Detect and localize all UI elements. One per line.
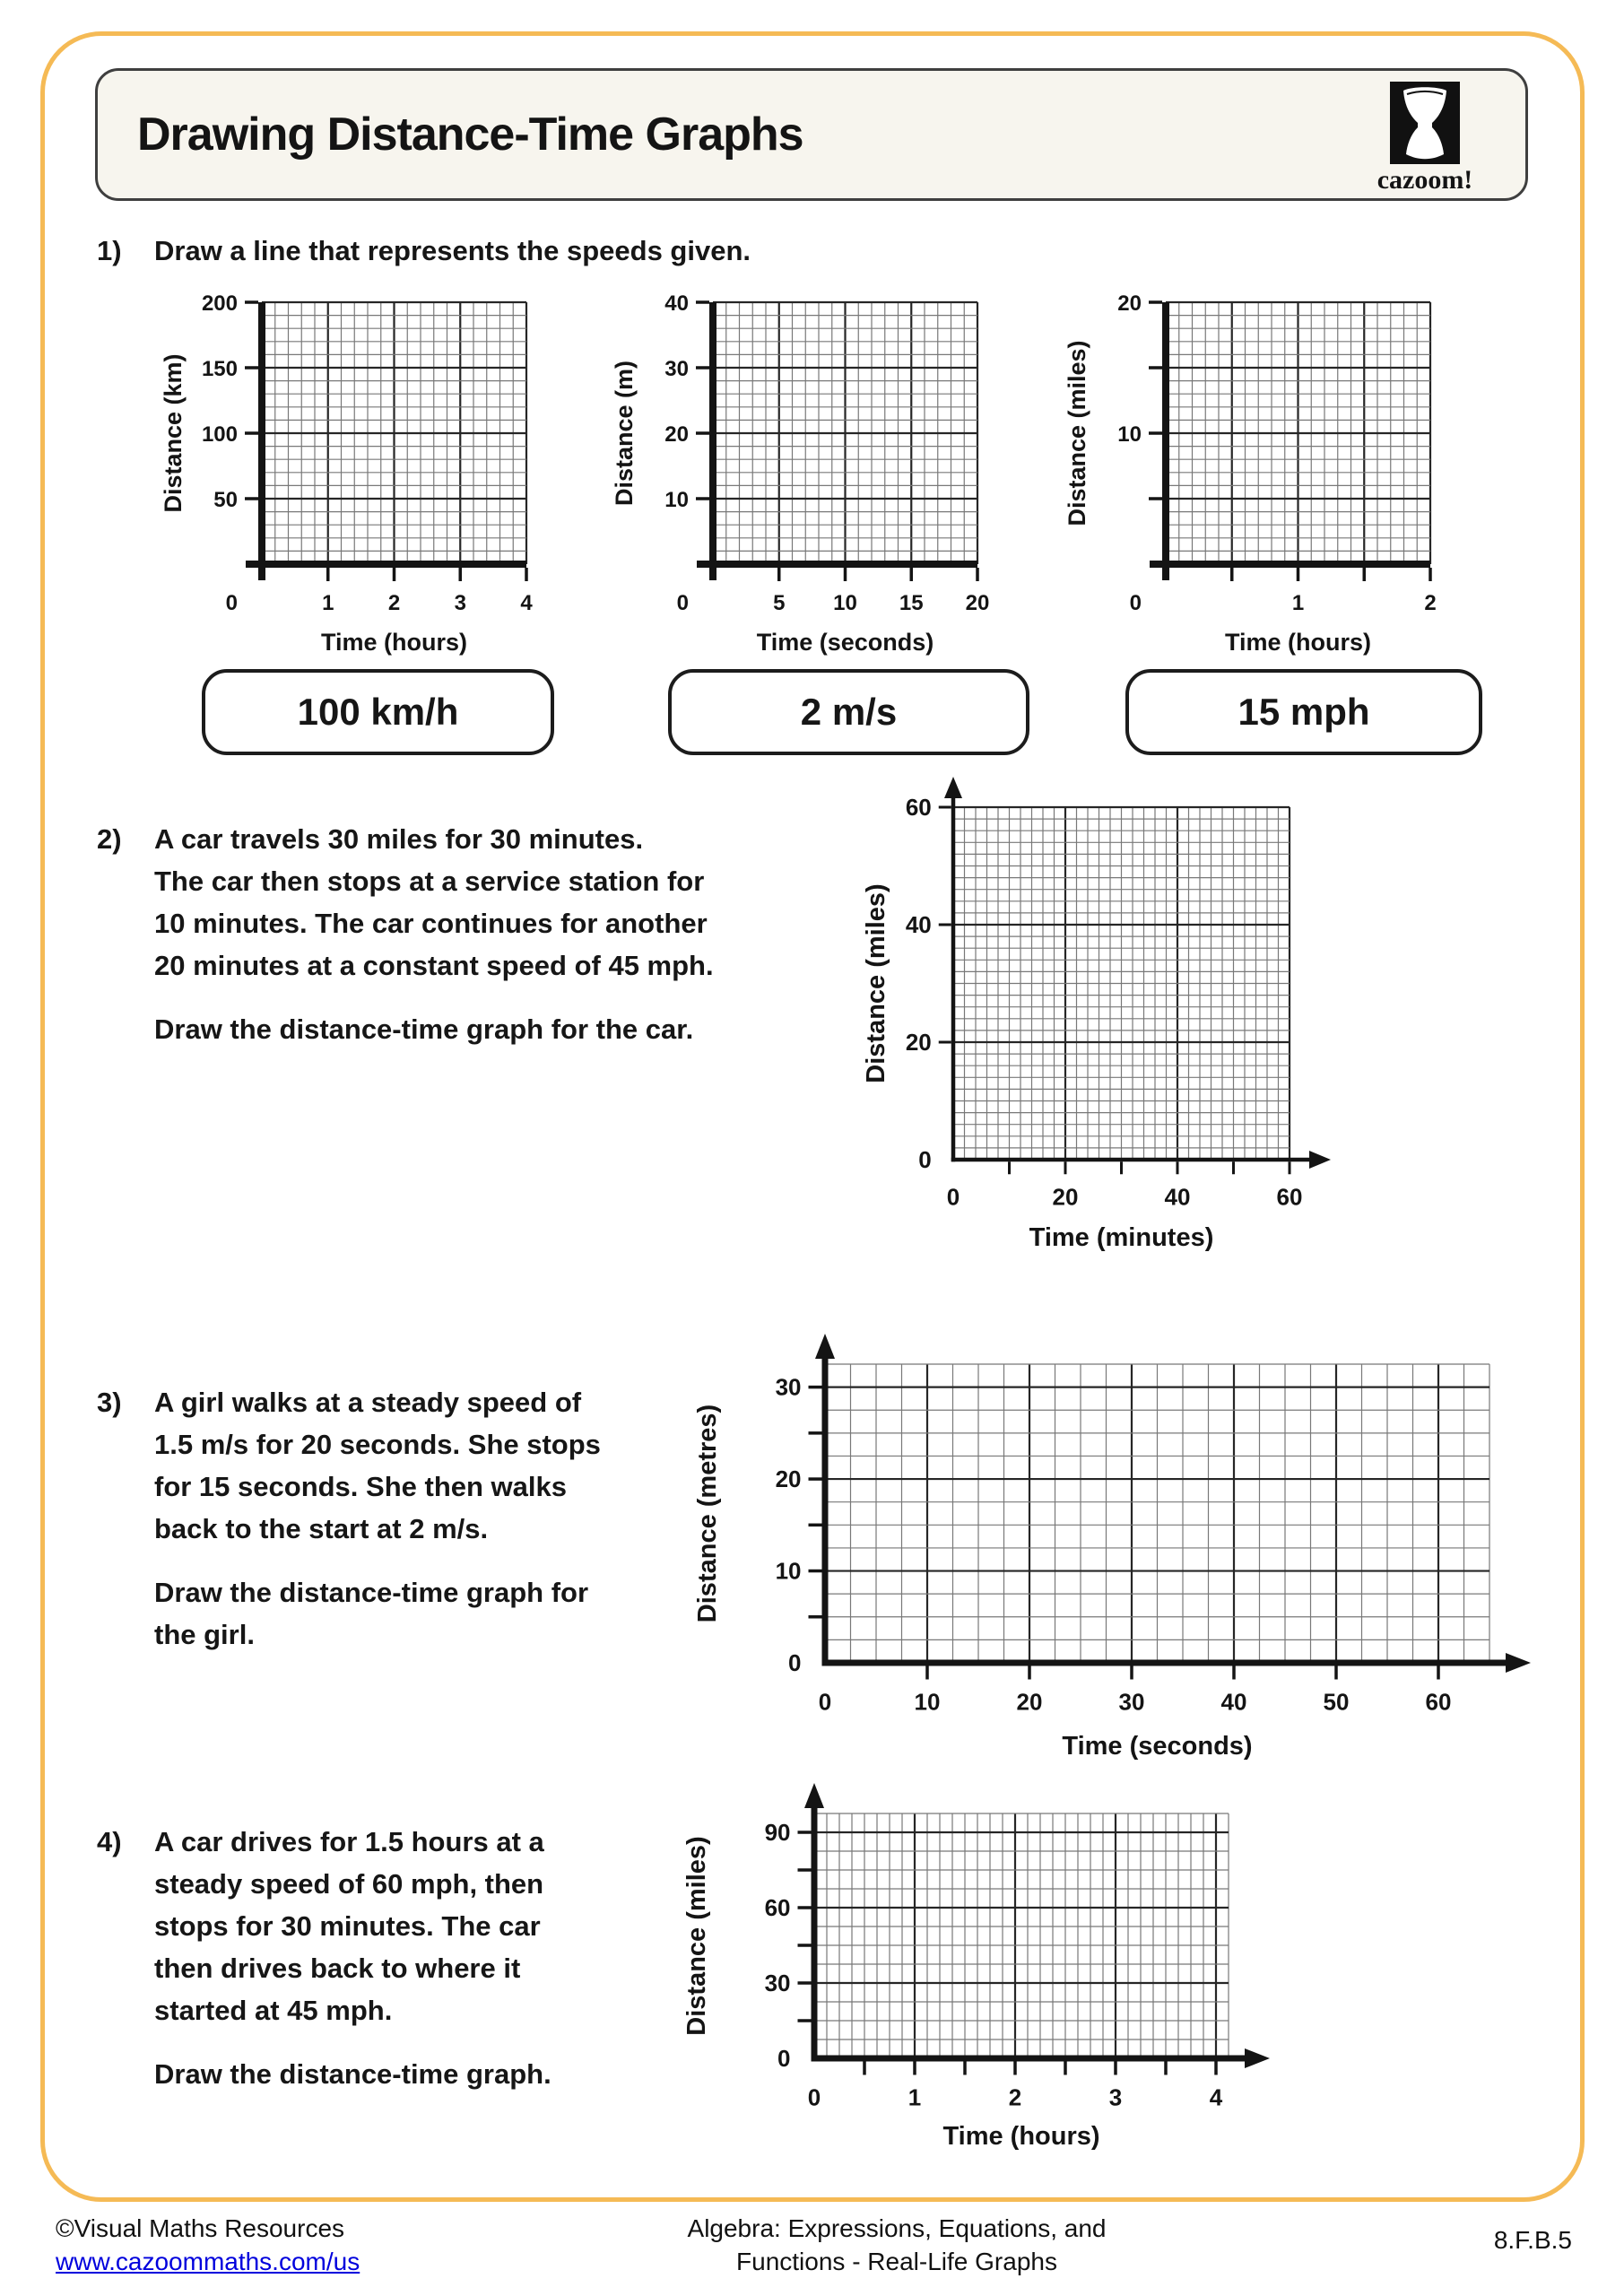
- chart-q1b: [560, 288, 990, 665]
- svg-text:0: 0: [788, 1649, 802, 1676]
- question-2: [97, 818, 805, 1050]
- x-axis-label: Time (seconds): [756, 629, 934, 656]
- svg-text:15: 15: [899, 591, 924, 615]
- svg-text:30: 30: [664, 357, 689, 381]
- svg-text:5: 5: [773, 591, 786, 615]
- page-title: Drawing Distance-Time Graphs: [137, 109, 803, 161]
- website-link[interactable]: www.cazoommaths.com/us: [56, 2248, 360, 2275]
- topic-line: Functions - Real-Life Graphs: [736, 2248, 1057, 2275]
- svg-text:40: 40: [1220, 1688, 1247, 1716]
- svg-text:0: 0: [1129, 591, 1142, 615]
- svg-text:2: 2: [1008, 2083, 1022, 2111]
- question-3-line: A girl walks at a steady speed of: [154, 1387, 582, 1418]
- svg-text:0: 0: [918, 1146, 932, 1173]
- x-axis-label: Time (minutes): [1029, 1223, 1214, 1252]
- question-2-number: 2): [97, 823, 122, 855]
- svg-text:2: 2: [387, 591, 401, 615]
- svg-text:40: 40: [664, 291, 689, 316]
- svg-text:0: 0: [676, 591, 689, 615]
- speed-card-100kmh: [202, 669, 554, 755]
- svg-text:20: 20: [775, 1465, 802, 1493]
- svg-text:4: 4: [1209, 2083, 1223, 2111]
- svg-text:60: 60: [905, 794, 932, 821]
- speed-card-15mph: [1125, 669, 1482, 755]
- question-3-instruction: the girl.: [154, 1619, 255, 1650]
- ticks: [245, 302, 526, 581]
- y-axis-label: Distance (miles): [1064, 340, 1090, 526]
- svg-text:50: 50: [213, 488, 238, 512]
- chart-q3: [682, 1309, 1561, 1769]
- question-4-line: started at 45 mph.: [154, 1995, 393, 2026]
- topic-line: Algebra: Expressions, Equations, and: [687, 2214, 1107, 2242]
- svg-text:0: 0: [818, 1688, 832, 1716]
- header: [95, 68, 1528, 201]
- question-4-instruction: Draw the distance-time graph.: [154, 2058, 551, 2090]
- x-axis-label: Time (hours): [942, 2122, 1100, 2151]
- standard-code: 8.F.B.5: [1493, 2226, 1572, 2254]
- grid: [713, 302, 977, 564]
- grid: [825, 1364, 1489, 1663]
- y-axis-arrow: [804, 1783, 824, 1808]
- grid: [814, 1813, 1229, 2058]
- question-3-line: for 15 seconds. She then walks: [154, 1471, 567, 1502]
- logo-text: cazoom!: [1376, 165, 1473, 195]
- grid: [1166, 302, 1430, 564]
- footer-left: [56, 2212, 360, 2278]
- grid: [953, 807, 1290, 1160]
- y-axis-label: Distance (m): [611, 360, 638, 507]
- axes: [815, 1334, 1531, 1673]
- y-axis-arrow: [944, 777, 962, 798]
- svg-text:3: 3: [454, 591, 466, 615]
- y-axis-label: Distance (miles): [682, 1836, 711, 2036]
- chart-q1c: [1013, 288, 1443, 665]
- chart-q4: [671, 1758, 1297, 2159]
- svg-text:40: 40: [905, 911, 932, 938]
- svg-text:90: 90: [764, 1819, 791, 1846]
- question-3-number: 3): [97, 1387, 122, 1418]
- question-4-line: stops for 30 minutes. The car: [154, 1910, 541, 1942]
- speed-label: 15 mph: [1238, 691, 1370, 733]
- svg-text:20: 20: [1052, 1183, 1079, 1211]
- copyright-text: ©Visual Maths Resources: [56, 2214, 345, 2242]
- ticks: [939, 807, 1290, 1174]
- svg-text:200: 200: [201, 291, 238, 316]
- svg-text:2: 2: [1424, 591, 1437, 615]
- grid: [262, 302, 526, 564]
- question-3: [97, 1381, 707, 1656]
- x-axis-label: Time (seconds): [1062, 1732, 1253, 1761]
- question-1-prompt: Draw a line that represents the speeds given.: [154, 235, 751, 266]
- svg-text:150: 150: [201, 357, 238, 381]
- chart-q1a: [109, 288, 539, 665]
- question-2-instruction: Draw the distance-time graph for the car.: [154, 1013, 694, 1045]
- axes: [804, 1783, 1270, 2068]
- svg-text:0: 0: [946, 1183, 960, 1211]
- svg-text:50: 50: [1323, 1688, 1350, 1716]
- question-2-line: 10 minutes. The car continues for another: [154, 908, 708, 939]
- speed-card-2ms: [668, 669, 1029, 755]
- svg-text:1: 1: [908, 2083, 922, 2111]
- y-axis-label: Distance (metres): [693, 1404, 722, 1623]
- x-axis-arrow: [1245, 2048, 1270, 2068]
- svg-text:0: 0: [807, 2083, 821, 2111]
- svg-text:20: 20: [905, 1029, 932, 1056]
- x-axis-arrow: [1506, 1653, 1531, 1673]
- svg-text:30: 30: [764, 1970, 791, 1996]
- y-axis-label: Distance (miles): [862, 883, 890, 1083]
- question-4: [97, 1821, 680, 2095]
- svg-text:30: 30: [1118, 1688, 1145, 1716]
- svg-text:10: 10: [664, 488, 689, 512]
- question-2-line: 20 minutes at a constant speed of 45 mph.: [154, 950, 714, 981]
- svg-text:0: 0: [225, 591, 238, 615]
- ticks: [1149, 302, 1430, 581]
- x-axis-label: Time (hours): [320, 629, 468, 656]
- question-2-line: A car travels 30 miles for 30 minutes.: [154, 823, 644, 855]
- svg-text:20: 20: [965, 591, 990, 615]
- svg-text:100: 100: [201, 422, 238, 447]
- y-axis-arrow: [815, 1334, 835, 1359]
- svg-text:10: 10: [775, 1557, 802, 1585]
- svg-text:40: 40: [1164, 1183, 1191, 1211]
- svg-text:0: 0: [777, 2045, 791, 2072]
- speed-label: 2 m/s: [800, 691, 898, 733]
- question-4-number: 4): [97, 1826, 122, 1857]
- question-1: [97, 230, 751, 272]
- question-2-line: The car then stops at a service station for: [154, 865, 705, 897]
- question-4-line: then drives back to where it: [154, 1952, 521, 1984]
- svg-text:30: 30: [775, 1373, 802, 1401]
- svg-text:10: 10: [1117, 422, 1142, 447]
- y-axis-label: Distance (km): [160, 353, 187, 513]
- svg-text:60: 60: [764, 1894, 791, 1921]
- question-3-line: back to the start at 2 m/s.: [154, 1513, 489, 1544]
- axes: [944, 777, 1331, 1169]
- cazoom-logo: [1362, 82, 1488, 196]
- svg-text:10: 10: [833, 591, 857, 615]
- question-4-line: steady speed of 60 mph, then: [154, 1868, 544, 1900]
- svg-text:10: 10: [914, 1688, 941, 1716]
- speed-label: 100 km/h: [297, 691, 459, 733]
- svg-text:20: 20: [1016, 1688, 1043, 1716]
- ticks: [696, 302, 977, 581]
- svg-text:20: 20: [664, 422, 689, 447]
- question-4-line: A car drives for 1.5 hours at a: [154, 1826, 544, 1857]
- x-axis-label: Time (hours): [1224, 629, 1372, 656]
- svg-text:1: 1: [1291, 591, 1305, 615]
- svg-text:60: 60: [1276, 1183, 1303, 1211]
- svg-text:3: 3: [1108, 2083, 1123, 2111]
- svg-text:60: 60: [1425, 1688, 1452, 1716]
- x-axis-arrow: [1309, 1151, 1331, 1169]
- svg-text:1: 1: [322, 591, 334, 615]
- question-3-instruction: Draw the distance-time graph for: [154, 1577, 589, 1608]
- ticks: [809, 1387, 1439, 1680]
- question-3-line: 1.5 m/s for 20 seconds. She stops: [154, 1429, 601, 1460]
- svg-text:4: 4: [520, 591, 533, 615]
- tick-labels: [765, 1819, 1223, 2111]
- question-1-number: 1): [97, 235, 122, 266]
- chart-q2: [823, 755, 1349, 1260]
- svg-text:20: 20: [1117, 291, 1142, 316]
- drum-icon: [1390, 82, 1460, 164]
- footer-topic: [628, 2212, 1166, 2278]
